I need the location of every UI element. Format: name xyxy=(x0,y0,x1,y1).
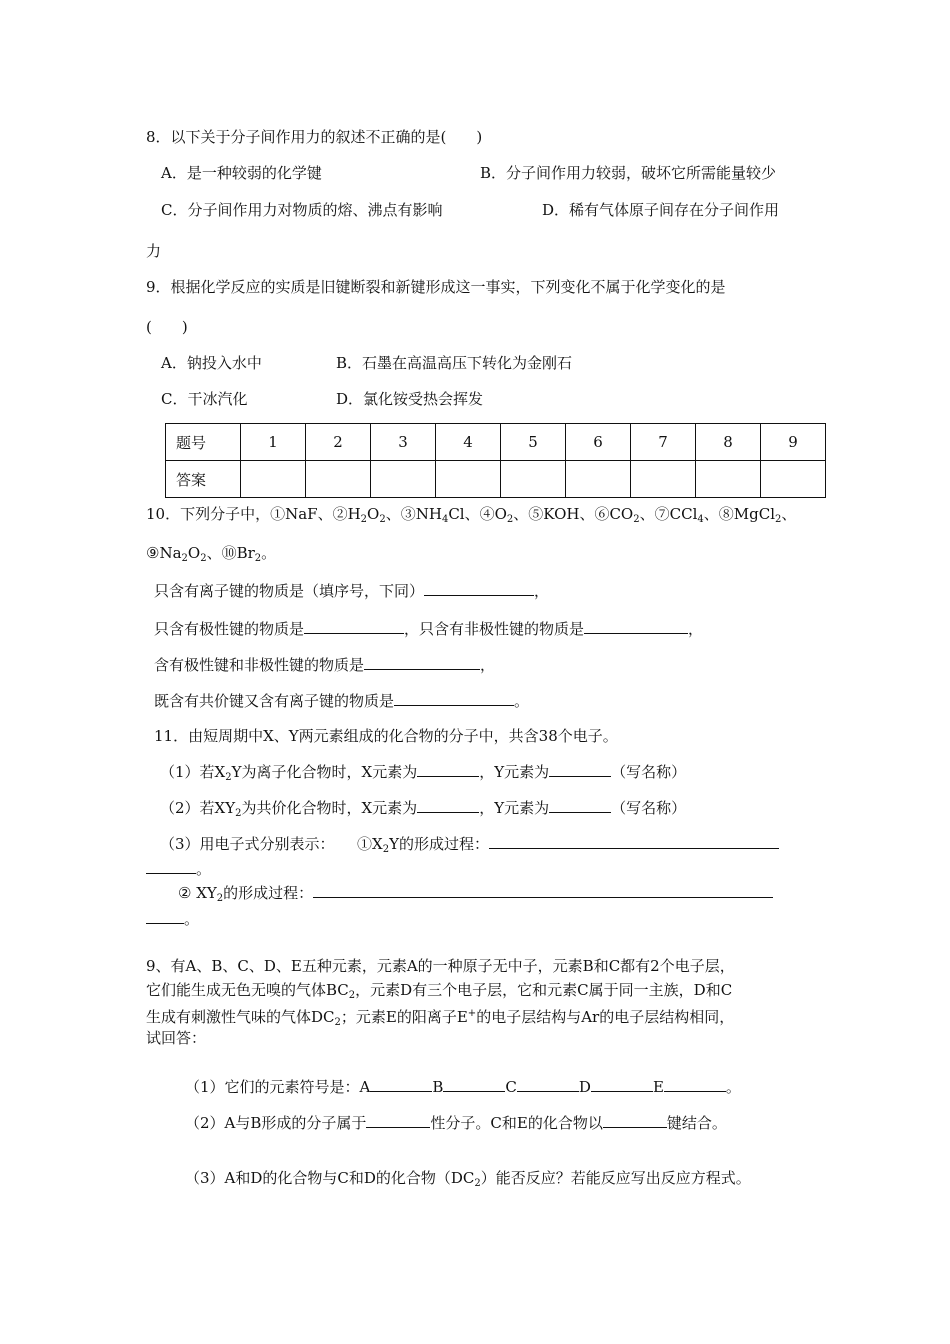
table-number: 9 xyxy=(761,424,826,461)
answer-blank[interactable] xyxy=(549,797,611,813)
q11-part4-cont: 。 xyxy=(146,908,199,929)
answer-blank[interactable] xyxy=(591,1076,653,1092)
answer-cell[interactable] xyxy=(566,461,631,498)
answer-cell[interactable] xyxy=(761,461,826,498)
q9b-part1: （1）它们的元素符号是：A B C D E 。 xyxy=(185,1078,741,1096)
q9-option-b: B．石墨在高温高压下转化为金刚石 xyxy=(336,354,573,372)
answer-blank[interactable] xyxy=(370,1076,432,1092)
answer-table xyxy=(165,423,826,498)
q11-stem: 11．由短周期中X、Y两元素组成的化合物的分子中，共含38个电子。 xyxy=(154,727,618,745)
answer-blank[interactable] xyxy=(443,1076,505,1092)
q9b-line2: 它们能生成无色无嗅的气体$BC_2$，元素D有三个电子层，它和元素C属于同一主族，D和C xyxy=(146,981,733,1001)
q9b-part3: （3）A和D的化合物与C和D的化合物$(DC_2)$能否反应？若能反应写出反应方程式。 xyxy=(185,1169,751,1189)
table-answer-row xyxy=(166,461,826,498)
answer-blank[interactable] xyxy=(424,580,534,596)
table-number: 7 xyxy=(631,424,696,461)
table-answer-label: 答案 xyxy=(166,461,241,498)
table-number: 8 xyxy=(696,424,761,461)
q11-part2: （2）若$XY_2$为共价化合物时，X元素为 ，Y元素为 （写名称） xyxy=(160,799,687,819)
answer-cell[interactable] xyxy=(436,461,501,498)
table-number: 4 xyxy=(436,424,501,461)
table-number: 5 xyxy=(501,424,566,461)
q11-part1: （1）若$X_2Y$为离子化合物时，X元素为 ，Y元素为 （写名称） xyxy=(160,763,687,783)
q9b-part2: （2）A与B形成的分子属于 性分子。C和E的化合物以 键结合。 xyxy=(185,1114,727,1132)
answer-cell[interactable] xyxy=(501,461,566,498)
answer-cell[interactable] xyxy=(631,461,696,498)
answer-blank[interactable] xyxy=(603,1112,667,1128)
answer-blank[interactable] xyxy=(489,833,779,849)
answer-cell[interactable] xyxy=(241,461,306,498)
q9-option-a: A．钠投入水中 xyxy=(161,354,262,372)
q8-option-b: B．分子间作用力较弱，破坏它所需能量较少 xyxy=(480,164,777,182)
table-number: 6 xyxy=(566,424,631,461)
table-number: 2 xyxy=(306,424,371,461)
q9b-line1: 9、有A、B、C、D、E五种元素，元素A的一种原子无中子，元素B和C都有2个电子层， xyxy=(146,957,735,975)
table-header-row xyxy=(166,424,826,461)
answer-blank[interactable] xyxy=(304,618,404,634)
q9b-line3: 生成有刺激性气味的气体$DC_2$；元素E的阳离子E+的电子层结构与Ar的电子层结构相同， xyxy=(146,1008,735,1028)
answer-cell[interactable] xyxy=(306,461,371,498)
q8-option-d: D．稀有气体原子间存在分子间作用 xyxy=(542,201,780,219)
q8-option-c: C．分子间作用力对物质的熔、沸点有影响 xyxy=(161,201,443,219)
answer-blank[interactable] xyxy=(549,761,611,777)
answer-blank[interactable] xyxy=(417,761,479,777)
q10-ionic-only: 只含有离子键的物质是（填序号，下同） ， xyxy=(154,582,550,600)
answer-blank[interactable] xyxy=(364,654,480,670)
table-header-label: 题号 xyxy=(166,424,241,461)
answer-cell[interactable] xyxy=(696,461,761,498)
q8-stem: 8．以下关于分子间作用力的叙述不正确的是( ) xyxy=(146,128,483,146)
q9-paren: ( ) xyxy=(146,318,188,336)
q9-stem: 9．根据化学反应的实质是旧键断裂和新键形成这一事实，下列变化不属于化学变化的是 xyxy=(146,278,726,296)
answer-blank[interactable] xyxy=(417,797,479,813)
q9b-line4: 试回答： xyxy=(146,1029,207,1047)
q10-both-covalent: 含有极性键和非极性键的物质是 ， xyxy=(154,656,496,674)
q10-stem: 10．下列分子中，①NaF、$②H_2O_2$、$③NH_4Cl$、$④O_2$、⑤KOH、$⑥CO_2$、⑦CCl$_4$、⑧MgCl$_2$、 xyxy=(146,505,797,525)
q8-option-a: A．是一种较弱的化学键 xyxy=(161,164,322,182)
table-number: 1 xyxy=(241,424,306,461)
q11-part3-cont: 。 xyxy=(146,858,211,879)
q10-polar-only: 只含有极性键的物质是 ，只含有非极性键的物质是 ， xyxy=(154,620,704,638)
answer-blank[interactable] xyxy=(146,908,184,924)
q9-option-d: D．氯化铵受热会挥发 xyxy=(336,390,484,408)
q11-part4: ② $XY_2$的形成过程： xyxy=(178,882,773,909)
table-number: 3 xyxy=(371,424,436,461)
q10-covalent-ionic: 既含有共价键又含有离子键的物质是 。 xyxy=(154,692,530,710)
answer-blank[interactable] xyxy=(146,858,196,874)
answer-blank[interactable] xyxy=(517,1076,579,1092)
answer-blank[interactable] xyxy=(394,690,514,706)
answer-blank[interactable] xyxy=(366,1112,430,1128)
answer-blank[interactable] xyxy=(664,1076,726,1092)
q8-option-d-cont: 力 xyxy=(146,242,162,260)
answer-cell[interactable] xyxy=(371,461,436,498)
q9-option-c: C．干冰汽化 xyxy=(161,390,248,408)
answer-blank[interactable] xyxy=(313,882,773,898)
answer-blank[interactable] xyxy=(584,618,688,634)
q10-stem-line2: $⑨Na_2O_2$、$⑩Br_2$。 xyxy=(146,544,277,564)
q11-part3: （3）用电子式分别表示： $①X_2Y$的形成过程： xyxy=(160,833,779,860)
